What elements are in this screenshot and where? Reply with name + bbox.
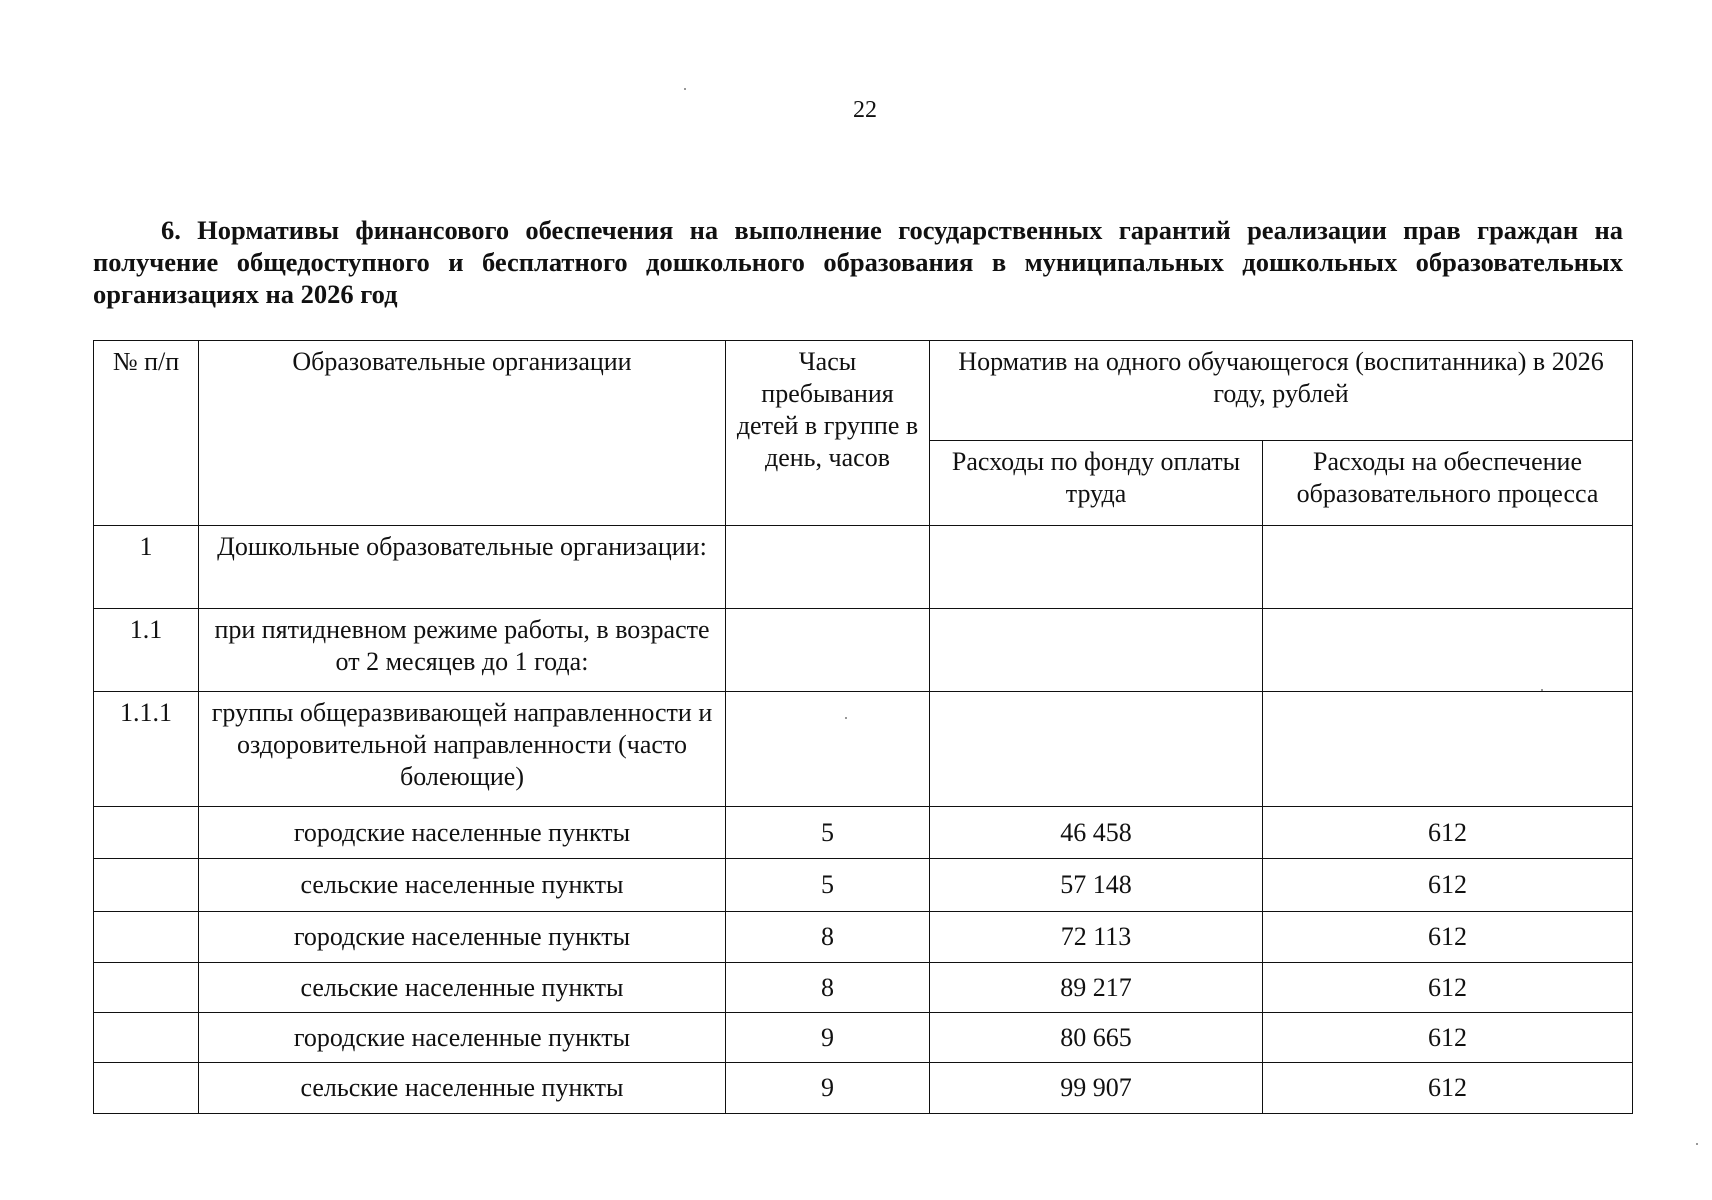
wage-value: 57 148 <box>930 859 1263 912</box>
settlement-type: сельские населенные пункты <box>199 1063 726 1114</box>
section-number: 1.1 <box>94 609 199 692</box>
norms-table <box>93 340 1633 1114</box>
section-row <box>94 526 1633 609</box>
hours-value: 8 <box>726 912 930 963</box>
hours-value: 9 <box>726 1013 930 1063</box>
section-row <box>94 609 1633 692</box>
wage-value: 72 113 <box>930 912 1263 963</box>
header-wage-expenses: Расходы по фонду оплаты труда <box>930 441 1263 526</box>
process-value: 612 <box>1263 807 1633 859</box>
settlement-type: сельские населенные пункты <box>199 963 726 1013</box>
page-number: 22 <box>853 97 877 123</box>
section-number: 1.1.1 <box>94 692 199 807</box>
table-header-row <box>94 341 1633 441</box>
wage-value: 99 907 <box>930 1063 1263 1114</box>
scan-speck <box>845 717 847 719</box>
process-value: 612 <box>1263 963 1633 1013</box>
section-label: Дошкольные образовательные организации: <box>199 526 726 609</box>
settlement-type: городские населенные пункты <box>199 1013 726 1063</box>
settlement-type: сельские населенные пункты <box>199 859 726 912</box>
header-norm: Норматив на одного обучающегося (воспитанника) в 2026 году, рублей <box>930 341 1633 441</box>
header-organizations: Образовательные организации <box>199 341 726 526</box>
wage-value: 89 217 <box>930 963 1263 1013</box>
section-label: при пятидневном режиме работы, в возрасте от 2 месяцев до 1 года: <box>199 609 726 692</box>
process-value: 612 <box>1263 912 1633 963</box>
settlement-type: городские населенные пункты <box>199 807 726 859</box>
table-row <box>94 859 1633 912</box>
section-number: 1 <box>94 526 199 609</box>
header-process-expenses: Расходы на обеспечение образовательного процесса <box>1263 441 1633 526</box>
section-label: группы общеразвивающей направленности и оздоровительной направленности (часто болеющие) <box>199 692 726 807</box>
process-value: 612 <box>1263 1063 1633 1114</box>
scan-speck <box>1696 1143 1698 1145</box>
table-row <box>94 1013 1633 1063</box>
table-row <box>94 1063 1633 1114</box>
header-number: № п/п <box>94 341 199 526</box>
scan-speck <box>1541 689 1543 691</box>
process-value: 612 <box>1263 1013 1633 1063</box>
header-hours: Часы пребывания детей в группе в день, часов <box>726 341 930 526</box>
hours-value: 5 <box>726 859 930 912</box>
hours-value: 9 <box>726 1063 930 1114</box>
table-row <box>94 963 1633 1013</box>
hours-value: 5 <box>726 807 930 859</box>
table-row <box>94 807 1633 859</box>
section-heading: 6. Нормативы финансового обеспечения на выполнение государственных гарантий реализации прав граждан на получение общедоступного и бесплатного дошкольного образования в муниципальных дошкольных образовательных организациях на 2026 год <box>93 215 1623 309</box>
scan-speck <box>684 88 686 90</box>
settlement-type: городские населенные пункты <box>199 912 726 963</box>
wage-value: 80 665 <box>930 1013 1263 1063</box>
section-row <box>94 692 1633 807</box>
wage-value: 46 458 <box>930 807 1263 859</box>
process-value: 612 <box>1263 859 1633 912</box>
hours-value: 8 <box>726 963 930 1013</box>
table-row <box>94 912 1633 963</box>
